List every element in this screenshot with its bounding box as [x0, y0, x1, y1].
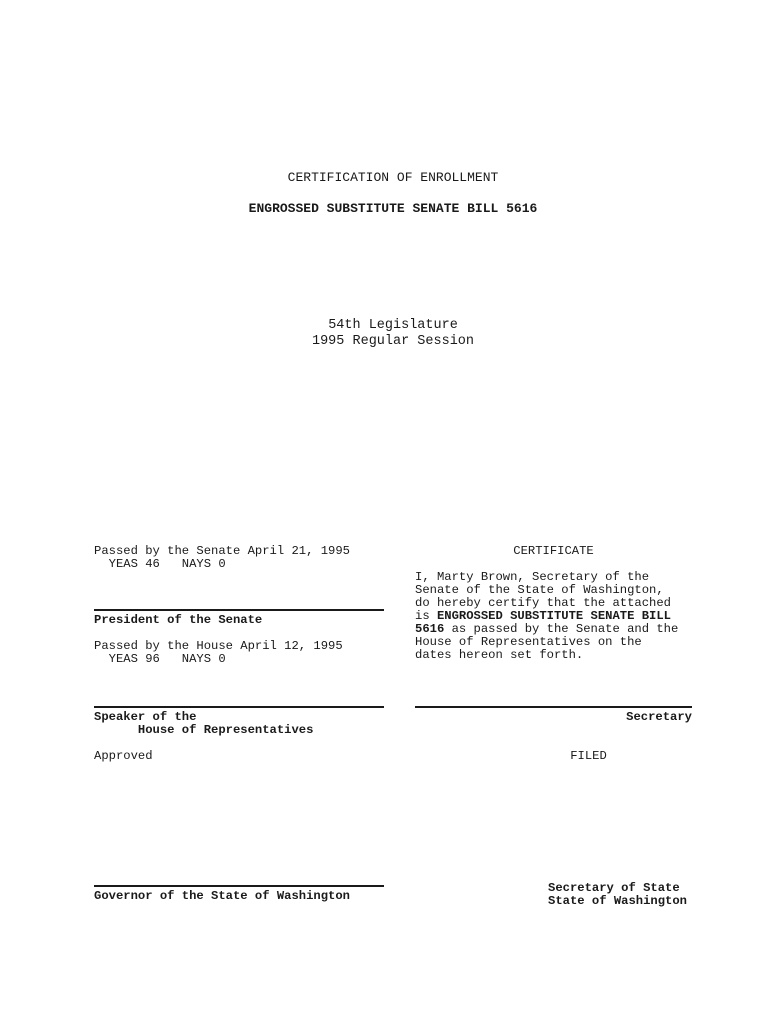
house-passed-text: Passed by the House April 12, 1995 — [94, 639, 343, 653]
approved-label: Approved — [94, 749, 153, 763]
speaker-signature-line — [94, 706, 384, 708]
secretary-signature-line — [415, 706, 692, 708]
bill-title: ENGROSSED SUBSTITUTE SENATE BILL 5616 — [248, 201, 538, 216]
certificate-line-6: House of Representatives on the — [415, 635, 642, 649]
state-of-washington-label: State of Washington — [548, 894, 687, 908]
senate-passed-text: Passed by the Senate April 21, 1995 — [94, 544, 350, 558]
president-signature-line — [94, 609, 384, 611]
certificate-line-3: do hereby certify that the attached — [415, 596, 671, 610]
secretary-of-state-label: Secretary of State — [548, 881, 680, 895]
senate-votes-text: YEAS 46 NAYS 0 — [94, 557, 226, 571]
governor-signature-line — [94, 885, 384, 887]
filed-label: FILED — [570, 749, 607, 763]
certificate-line-2: Senate of the State of Washington, — [415, 583, 664, 597]
governor-signature-label: Governor of the State of Washington — [94, 889, 350, 903]
certificate-line-1: I, Marty Brown, Secretary of the — [415, 570, 650, 584]
secretary-signature-label: Secretary — [626, 710, 692, 724]
president-signature-label: President of the Senate — [94, 613, 263, 627]
certification-heading: CERTIFICATION OF ENROLLMENT — [287, 170, 499, 185]
house-votes-text: YEAS 96 NAYS 0 — [94, 652, 226, 666]
speaker-signature-label-2: House of Representatives — [94, 723, 314, 737]
session-label: 1995 Regular Session — [311, 334, 475, 349]
certificate-line-4-pre: is — [415, 609, 437, 623]
speaker-signature-label-1: Speaker of the — [94, 710, 197, 724]
certificate-line-7: dates hereon set forth. — [415, 648, 584, 662]
certificate-bill-number: 5616 — [415, 622, 445, 636]
certificate-bill-name: ENGROSSED SUBSTITUTE SENATE BILL — [436, 609, 671, 623]
certificate-heading: CERTIFICATE — [513, 544, 594, 558]
legislature-label: 54th Legislature — [328, 318, 458, 333]
certificate-line-5-post: as passed by the Senate and the — [444, 622, 679, 636]
